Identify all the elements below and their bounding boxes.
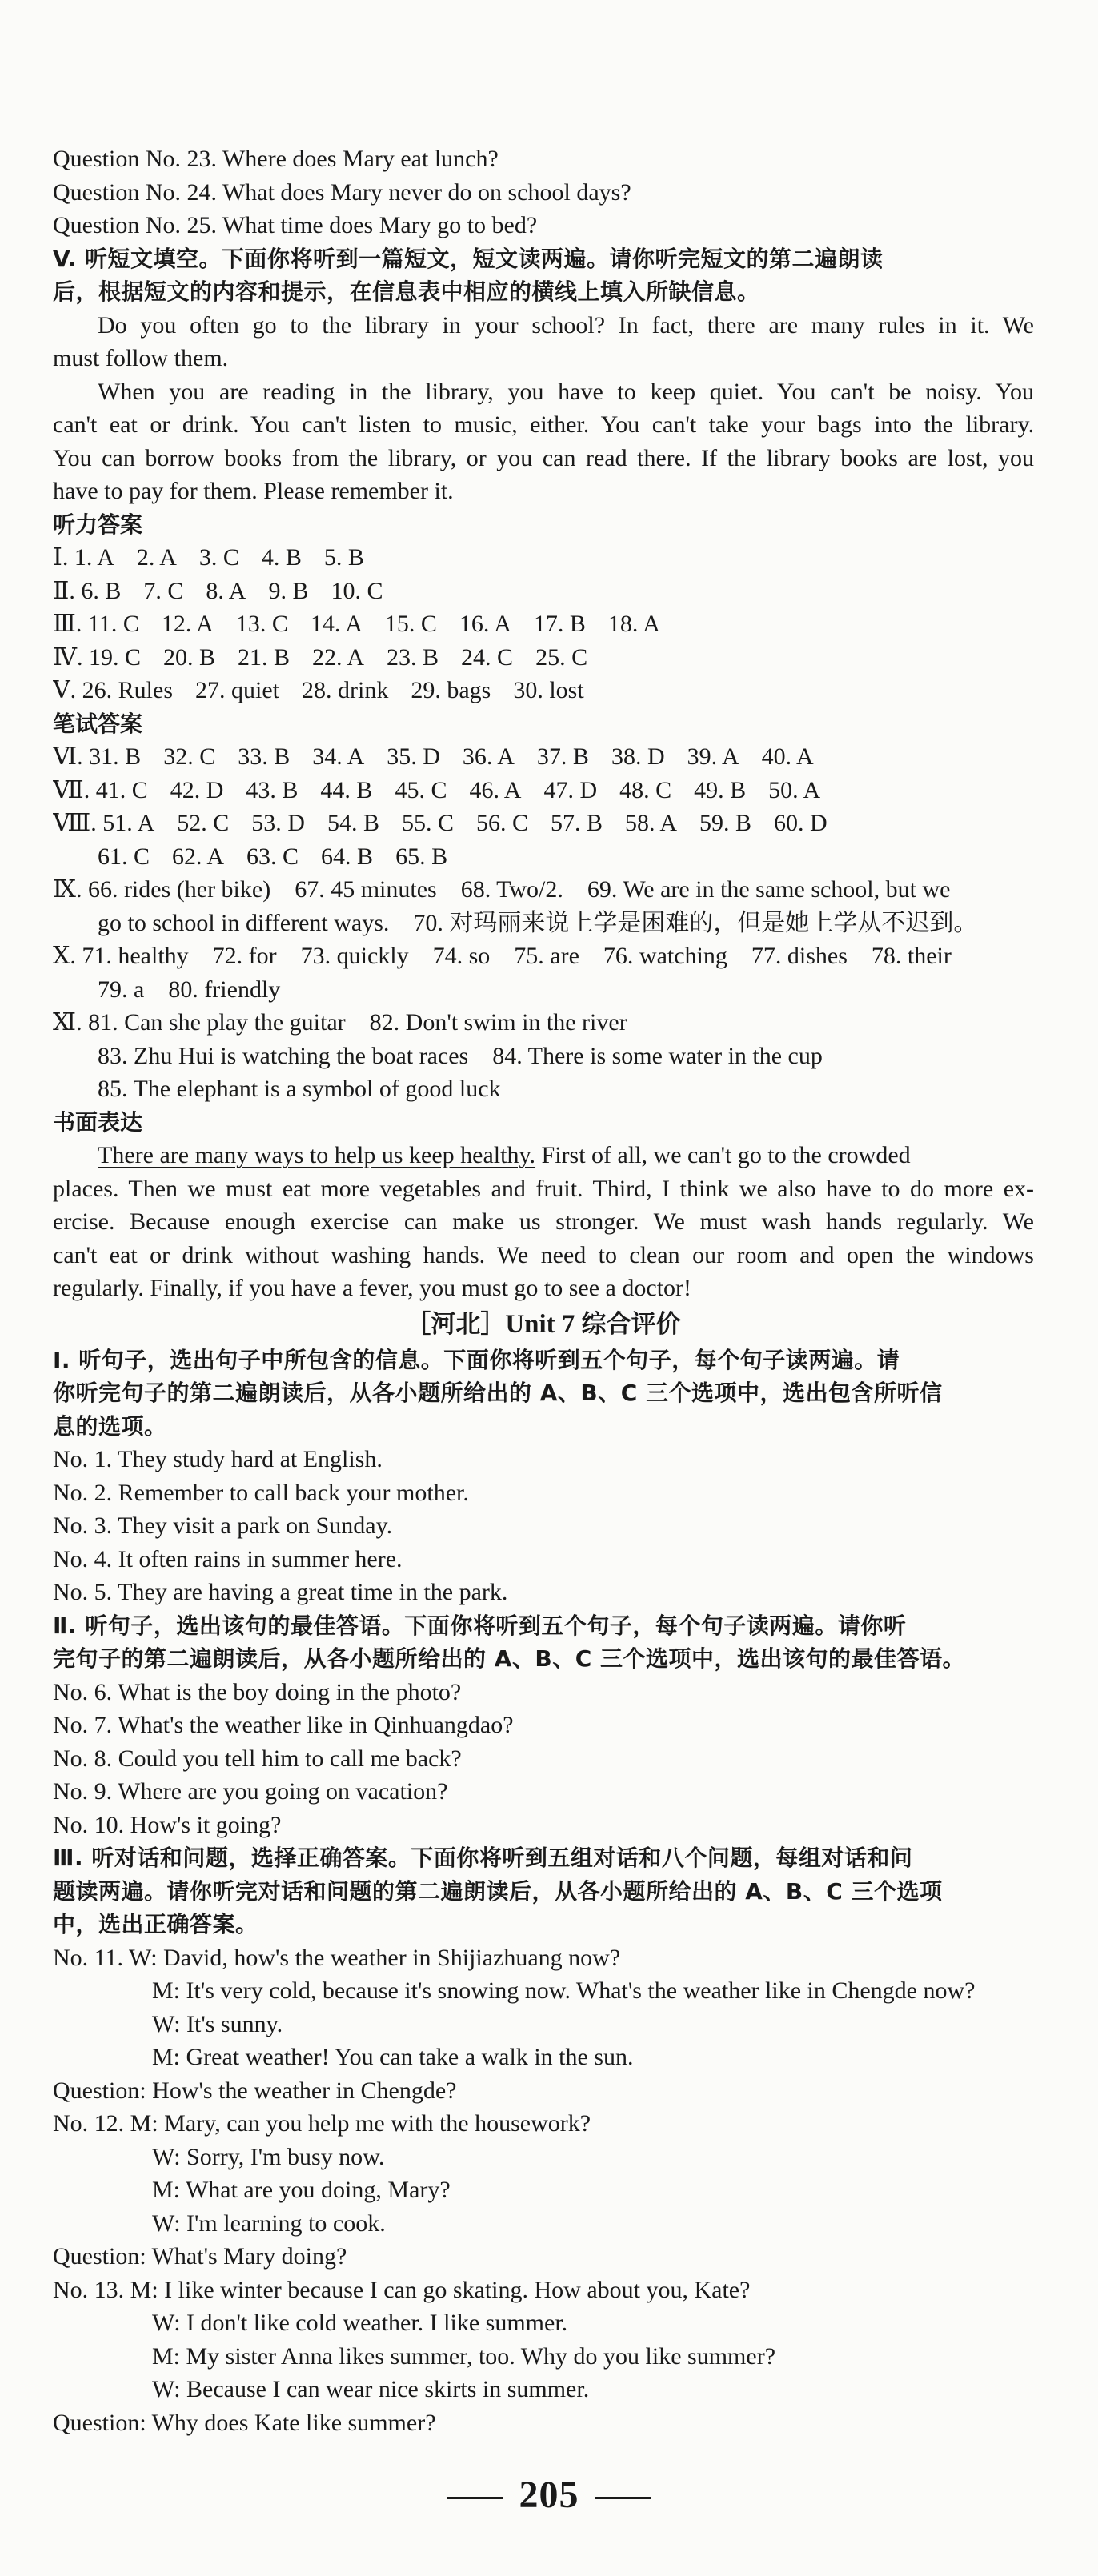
listening-answers-heading: 听力答案 bbox=[53, 511, 143, 538]
answer-row bbox=[53, 840, 1034, 874]
writing-line: ercise. Because enough exercise can make us stronger. We must wash hands regularly. We bbox=[53, 1208, 1034, 1235]
answer: 45. C bbox=[395, 776, 447, 803]
answer: Ⅲ. 11. C bbox=[53, 611, 139, 637]
answer: 15. C bbox=[384, 611, 437, 637]
answer-row bbox=[53, 674, 1034, 707]
answer: 56. C bbox=[475, 810, 528, 836]
answer: 54. B bbox=[327, 810, 379, 836]
answer: 32. C bbox=[163, 743, 216, 770]
answer: 65. B bbox=[395, 843, 448, 870]
answer: 34. A bbox=[312, 743, 365, 770]
passage-line: can't eat or drink. You can't listen to music, either. You can't take your bags into the library. bbox=[53, 411, 1034, 438]
script-line: No. 1. They study hard at English. bbox=[53, 1446, 383, 1472]
answer-line: go to school in different ways. 70. 对玛丽来说上学是困难的，但是她上学从不迟到。 bbox=[98, 909, 978, 936]
question-line: Question No. 23. Where does Mary eat lunch? bbox=[53, 146, 499, 172]
answer: 37. B bbox=[536, 743, 589, 770]
dialogue-line: No. 13. M: I like winter because I can go skating. How about you, Kate? bbox=[53, 2276, 751, 2303]
answer: 8. A bbox=[206, 577, 246, 604]
answer: 63. C bbox=[246, 843, 299, 870]
answer: 36. A bbox=[462, 743, 515, 770]
writing-line: can't eat or drink without washing hands. We need to clean our room and open the windows bbox=[53, 1241, 1034, 1268]
script-line: No. 10. How's it going? bbox=[53, 1811, 282, 1838]
answer: 2. A bbox=[136, 544, 177, 571]
answer: 12. A bbox=[161, 611, 214, 637]
answer-line: Ⅺ. 81. Can she play the guitar 82. Don't swim in the river bbox=[53, 1009, 627, 1036]
dialogue-line: M: What are you doing, Mary? bbox=[152, 2177, 451, 2203]
answer-row bbox=[53, 541, 1034, 575]
answer: 46. A bbox=[469, 776, 522, 803]
answer: 55. C bbox=[401, 810, 454, 836]
passage-line: Do you often go to the library in your school? In fact, there are many rules in it. We bbox=[98, 311, 1034, 339]
answer: 28. drink bbox=[302, 677, 389, 703]
answer: 35. D bbox=[387, 743, 440, 770]
listening-answers bbox=[53, 508, 1034, 707]
page-number-footer bbox=[0, 2473, 1098, 2517]
writing-line: regularly. Finally, if you have a fever, you must go to see a doctor! bbox=[53, 1275, 692, 1301]
dialogue-line: No. 11. W: David, how's the weather in Shijiazhuang now? bbox=[53, 1944, 621, 1971]
answer-row bbox=[53, 774, 1034, 807]
answer: 43. B bbox=[246, 776, 299, 803]
answer: 24. C bbox=[461, 643, 514, 671]
passage-line: must follow them. bbox=[53, 345, 229, 371]
answer: Ⅱ. 6. B bbox=[53, 577, 122, 604]
passage-line: have to pay for them. Please remember it. bbox=[53, 478, 454, 504]
answer: 23. B bbox=[387, 643, 439, 671]
dialogue-line: M: Great weather! You can take a walk in the sun. bbox=[152, 2044, 634, 2070]
script-line: No. 5. They are having a great time in the park. bbox=[53, 1579, 508, 1605]
answer: 3. C bbox=[198, 544, 239, 571]
answer-row bbox=[53, 740, 1034, 774]
part-instruction: Ⅲ. 听对话和问题，选择正确答案。下面你将听到五组对话和八个问题，每组对话和问 bbox=[53, 1845, 913, 1871]
answer: 47. D bbox=[543, 776, 598, 803]
dialogue-question: Question: Why does Kate like summer? bbox=[53, 2409, 436, 2436]
script-line: No. 4. It often rains in summer here. bbox=[53, 1545, 403, 1572]
question-line: Question No. 24. What does Mary never do on school days? bbox=[53, 178, 631, 206]
answer-line: Ⅹ. 71. healthy 72. for 73. quickly 74. so 75. are 76. watching 77. dishes 78. their bbox=[53, 943, 952, 969]
script-line: No. 7. What's the weather like in Qinhuangdao? bbox=[53, 1712, 514, 1738]
answer: 21. B bbox=[238, 643, 291, 671]
answer: 38. D bbox=[611, 743, 665, 770]
answer: 33. B bbox=[238, 743, 291, 770]
part-instruction: 题读两遍。请你听完对话和问题的第二遍朗读后，从各小题所给出的 A、B、C 三个选项 bbox=[53, 1877, 943, 1905]
passage-line: You can borrow books from the library, or you can read there. If the library books are lost, you bbox=[53, 444, 1034, 471]
answer-line: Ⅸ. 66. rides (her bike) 67. 45 minutes 68. Two/2. 69. We are in the same school, but we bbox=[53, 876, 951, 903]
answer: 18. A bbox=[607, 611, 660, 637]
answer: 40. A bbox=[761, 743, 814, 770]
answer: 59. B bbox=[699, 810, 752, 836]
part-1 bbox=[53, 1344, 1034, 1609]
answer: Ⅵ. 31. B bbox=[53, 743, 142, 770]
answer: Ⅶ. 41. C bbox=[53, 776, 148, 803]
dialogue-question: Question: How's the weather in Chengde? bbox=[53, 2077, 457, 2104]
answer-line: 79. a 80. friendly bbox=[98, 976, 281, 1003]
unit-title bbox=[53, 1306, 1034, 1343]
answer-line: 83. Zhu Hui is watching the boat races 84. There is some water in the cup bbox=[98, 1042, 823, 1069]
written-answers-heading: 笔试答案 bbox=[53, 710, 143, 737]
dialogue-line: W: It's sunny. bbox=[152, 2010, 283, 2037]
answer: 39. A bbox=[687, 743, 739, 770]
part-instruction: 息的选项。 bbox=[53, 1412, 167, 1440]
answer: 62. A bbox=[172, 843, 225, 870]
script-line: No. 9. Where are you going on vacation? bbox=[53, 1778, 448, 1805]
top-questions bbox=[53, 142, 1034, 242]
dialogue-line: M: My sister Anna likes summer, too. Why do you like summer? bbox=[152, 2342, 776, 2370]
writing-line bbox=[53, 1139, 1034, 1172]
answer: 53. D bbox=[251, 810, 305, 836]
answer: 17. B bbox=[533, 611, 586, 637]
answer: Ⅰ. 1. A bbox=[53, 544, 114, 571]
dialogue-line: No. 12. M: Mary, can you help me with the housework? bbox=[53, 2110, 591, 2137]
answer: 10. C bbox=[331, 577, 383, 604]
passage-line: When you are reading in the library, you have to keep quiet. You can't be noisy. You bbox=[98, 378, 1034, 405]
page-number: 205 bbox=[519, 2474, 579, 2516]
answer: 57. B bbox=[551, 810, 603, 836]
answer: 9. B bbox=[268, 577, 309, 604]
answer: 4. B bbox=[261, 544, 302, 571]
answer: 16. A bbox=[459, 611, 511, 637]
answer: 61. C bbox=[98, 843, 150, 870]
unit-region: ［河北］ bbox=[406, 1309, 506, 1339]
dialogue-question: Question: What's Mary doing? bbox=[53, 2243, 347, 2270]
answer: 25. C bbox=[535, 643, 588, 671]
dialogue-line: W: Sorry, I'm busy now. bbox=[152, 2143, 385, 2170]
answer: 50. A bbox=[768, 776, 821, 803]
answer-row bbox=[53, 807, 1034, 840]
dialogue-line: W: I don't like cold weather. I like summer. bbox=[152, 2310, 568, 2336]
answer: 42. D bbox=[170, 776, 224, 803]
answer: 48. C bbox=[619, 776, 672, 803]
dialogue-line: M: It's very cold, because it's snowing now. What's the weather like in Chengde now? bbox=[152, 1977, 976, 2004]
answer: 52. C bbox=[177, 810, 230, 836]
answer: 30. lost bbox=[513, 677, 584, 703]
writing-text: First of all, we can't go to the crowded bbox=[535, 1142, 911, 1168]
part-instruction: 完句子的第二遍朗读后，从各小题所给出的 A、B、C 三个选项中，选出该句的最佳答语。 bbox=[53, 1645, 966, 1672]
part-instruction: Ⅰ. 听句子，选出句子中所包含的信息。下面你将听到五个句子，每个句子读两遍。请 bbox=[53, 1346, 900, 1373]
script-line: No. 8. Could you tell him to call me back? bbox=[53, 1745, 462, 1772]
answer-row bbox=[53, 575, 1034, 608]
written-answers bbox=[53, 707, 1034, 1106]
footer-dash bbox=[595, 2497, 651, 2499]
answer: 27. quiet bbox=[195, 677, 279, 703]
writing-heading: 书面表达 bbox=[53, 1108, 143, 1136]
answer: Ⅴ. 26. Rules bbox=[53, 677, 173, 703]
section-5 bbox=[53, 242, 1034, 508]
answer: 29. bags bbox=[411, 677, 491, 703]
writing-line: places. Then we must eat more vegetables and fruit. Third, I think we also have to do more ex- bbox=[53, 1175, 1034, 1202]
answer: 22. A bbox=[312, 643, 365, 671]
section-instruction: 后，根据短文的内容和提示，在信息表中相应的横线上填入所缺信息。 bbox=[53, 278, 760, 305]
answer-row bbox=[53, 607, 1034, 641]
part-instruction: 中，选出正确答案。 bbox=[53, 1911, 258, 1937]
script-line: No. 3. They visit a park on Sunday. bbox=[53, 1512, 393, 1539]
writing-section bbox=[53, 1106, 1034, 1305]
answer: 14. A bbox=[310, 611, 363, 637]
underlined-sentence: There are many ways to help us keep healthy. bbox=[98, 1142, 536, 1168]
answer: Ⅷ. 51. A bbox=[53, 810, 155, 836]
answer: 49. B bbox=[694, 776, 747, 803]
answer: 20. B bbox=[162, 643, 215, 671]
script-line: No. 6. What is the boy doing in the photo? bbox=[53, 1678, 462, 1705]
script-line: No. 2. Remember to call back your mother. bbox=[53, 1479, 469, 1506]
answer: 44. B bbox=[320, 776, 373, 803]
answer: 58. A bbox=[625, 810, 678, 836]
answer: 64. B bbox=[321, 843, 374, 870]
unit-label: 综合评价 bbox=[581, 1309, 681, 1339]
dialogue-line: W: Because I can wear nice skirts in summer. bbox=[152, 2376, 590, 2402]
question-line: Question No. 25. What time does Mary go to bed? bbox=[53, 212, 538, 238]
answer: 13. C bbox=[235, 611, 288, 637]
part-2 bbox=[53, 1609, 1034, 1842]
answer: 5. B bbox=[323, 544, 364, 571]
footer-dash bbox=[447, 2497, 503, 2499]
dialogue-line: W: I'm learning to cook. bbox=[152, 2209, 386, 2237]
part-3 bbox=[53, 1841, 1034, 2439]
part-instruction: 你听完句子的第二遍朗读后，从各小题所给出的 A、B、C 三个选项中，选出包含所听信 bbox=[53, 1380, 943, 1406]
section-instruction: V. 听短文填空。下面你将听到一篇短文，短文读两遍。请你听完短文的第二遍朗读 bbox=[53, 245, 884, 272]
part-instruction: Ⅱ. 听句子，选出该句的最佳答语。下面你将听到五个句子，每个句子读两遍。请你听 bbox=[53, 1612, 907, 1639]
unit-name: Unit 7 bbox=[505, 1309, 575, 1339]
answer: Ⅳ. 19. C bbox=[53, 643, 141, 671]
answer-row bbox=[53, 641, 1034, 675]
answer-line: 85. The elephant is a symbol of good luck bbox=[98, 1076, 501, 1102]
answer: 7. C bbox=[143, 577, 184, 604]
answer: 60. D bbox=[774, 810, 828, 836]
